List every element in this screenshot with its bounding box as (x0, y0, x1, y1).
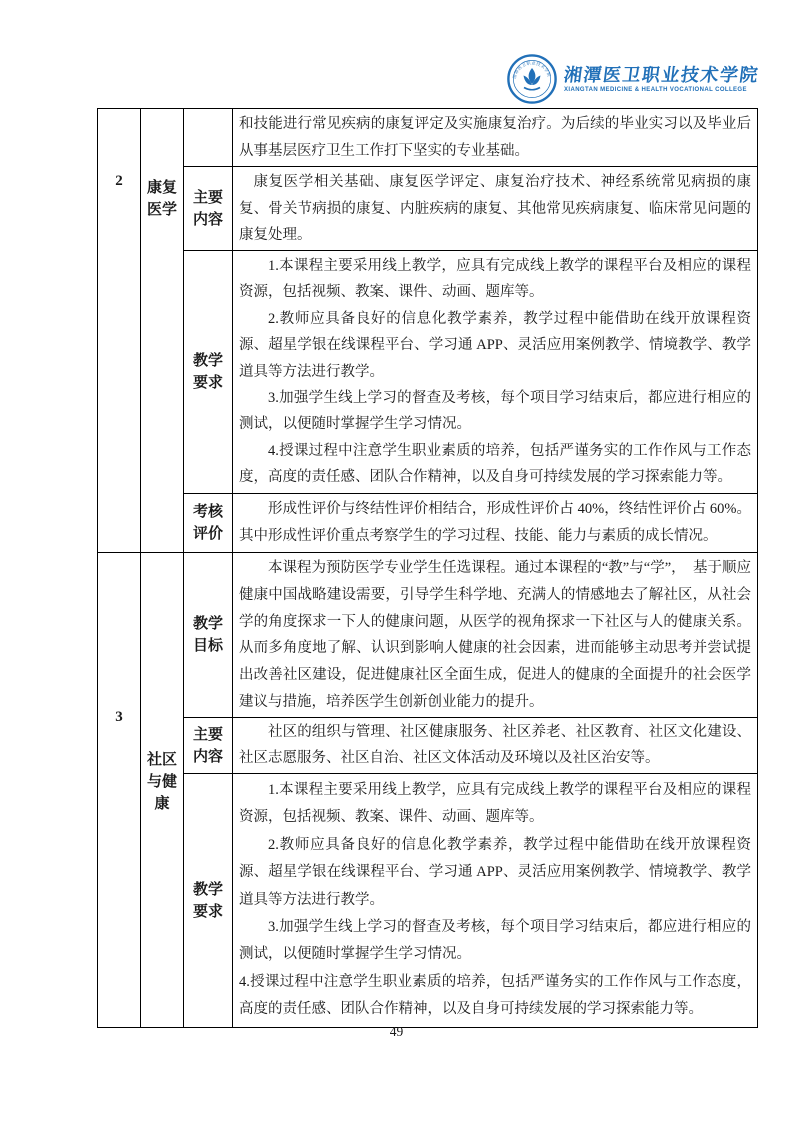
paragraph: 3.加强学生线上学习的督查及考核，每个项目学习结束后，都应进行相应的测试，以便随时掌握学生学习情况。 (239, 390, 751, 433)
table-row-main-content (184, 718, 757, 774)
row-content-goal-continuation (233, 109, 757, 166)
paragraph: 1.本课程主要采用线上教学，应具有完成线上教学的课程平台及相应的课程资源，包括视频、教案、课件、动画、题库等。 (239, 782, 751, 826)
emblem-ring-text: 湘潭医卫职业技术学院 (511, 60, 553, 80)
row-index: 2 (98, 109, 141, 552)
college-emblem-icon (507, 54, 557, 104)
paragraph: 2.教师应具备良好的信息化教学素养，教学过程中能借助在线开放课程资源、超星学银在线课程平台、学习通 APP、灵活应用案例教学、情境教学、教学道具等方法进行教学。 (239, 310, 751, 380)
college-logo-text (564, 65, 759, 93)
course-name: 康复医学 (141, 109, 184, 552)
row-label-main-content: 主要内容 (184, 718, 233, 773)
course-section-3 (98, 552, 757, 1027)
row-label-teaching-goals: 教学目标 (184, 553, 233, 717)
table-row-teaching-requirements (184, 251, 757, 494)
row-content-teaching-requirements (233, 774, 757, 1027)
row-label-assessment: 考核评价 (184, 494, 233, 552)
row-label-goal-continuation (184, 109, 233, 166)
paragraph: 2.教师应具备良好的信息化教学素养，教学过程中能借助在线开放课程资源、超星学银在线课程平台、学习通 APP、灵活应用案例教学、情境教学、教学道具等方法进行教学。 (239, 836, 751, 908)
paragraph: 3.加强学生线上学习的督查及考核，每个项目学习结束后，都应进行相应的测试，以便随时掌握学生学习情况。 (239, 919, 751, 963)
paragraph: 康复医学相关基础、康复医学评定、康复治疗技术、神经系统常见病损的康复、骨关节病损的康复、内脏疾病的康复、其他常见疾病康复、临床常见问题的康复处理。 (239, 174, 751, 244)
course-section-2 (98, 109, 757, 552)
college-name-cn: 湘潭医卫职业技术学院 (562, 65, 761, 85)
table-row-teaching-goals (184, 553, 757, 718)
paragraph: 形成性评价与终结性评价相结合，形成性评价占 40%，终结性评价占 60%。其中形成性评价重点考察学生的学习过程、技能、能力与素质的成长情况。 (239, 501, 751, 545)
row-label-main-content: 主要内容 (184, 167, 233, 250)
paragraph: 和技能进行常见疾病的康复评定及实施康复治疗。为后续的毕业实习以及毕业后从事基层医疗卫生工作打下坚实的专业基础。 (239, 116, 751, 160)
row-content-assessment (233, 494, 757, 552)
sub-rows (184, 109, 757, 552)
paragraph: 4.授课过程中注意学生职业素质的培养，包括严谨务实的工作作风与工作态度，高度的责任感、团队合作精神，以及自身可持续发展的学习探索能力等。 (239, 442, 751, 486)
paragraph: 本课程为预防医学专业学生任选课程。通过本课程的“教”与“学”， 基于顺应健康中国战略建设需要，引导学生科学地、充满人的情感地去了解社区，从社会学的角度探求一下人的健康问题，从医学的视角探求一下社区与人的健康关系。从而多角度地了解、认识到影响人健康的社会因素，进而能够主动思考并尝试提出改善社区建设，促进健康社区全面生成，促进人的健康的全面提升的社会医学建议与措施，培养医学生创新创业能力的提升。 (239, 560, 751, 710)
row-label-teaching-requirements: 教学要求 (184, 251, 233, 493)
row-label-teaching-requirements: 教学要求 (184, 774, 233, 1027)
paragraph: 4.授课过程中注意学生职业素质的培养，包括严谨务实的工作作风与工作态度，高度的责任感、团队合作精神，以及自身可持续发展的学习探索能力等。 (239, 973, 751, 1018)
table-row-teaching-requirements (184, 774, 757, 1027)
paragraph: 1.本课程主要采用线上教学，应具有完成线上教学的课程平台及相应的课程资源，包括视频、教案、课件、动画、题库等。 (239, 258, 751, 301)
course-table (97, 108, 758, 1028)
college-name-en: XIANGTAN MEDICINE & HEALTH VOCATIONAL COLLEGE (564, 87, 747, 93)
college-logo (507, 54, 759, 104)
row-content-teaching-requirements (233, 251, 757, 493)
page-number: 49 (389, 1024, 404, 1039)
row-content-teaching-goals (233, 553, 757, 717)
course-name: 社区与健康 (141, 553, 184, 1027)
table-row-assessment (184, 494, 757, 552)
table-row-main-content (184, 167, 757, 251)
sub-rows (184, 553, 757, 1027)
row-index: 3 (98, 553, 141, 1027)
row-content-main-content (233, 718, 757, 773)
row-content-main-content (233, 167, 757, 250)
paragraph: 社区的组织与管理、社区健康服务、社区养老、社区教育、社区文化建设、社区志愿服务、社区自治、社区文体活动及环境以及社区治安等。 (239, 724, 751, 766)
table-row-goal-continuation (184, 109, 757, 167)
